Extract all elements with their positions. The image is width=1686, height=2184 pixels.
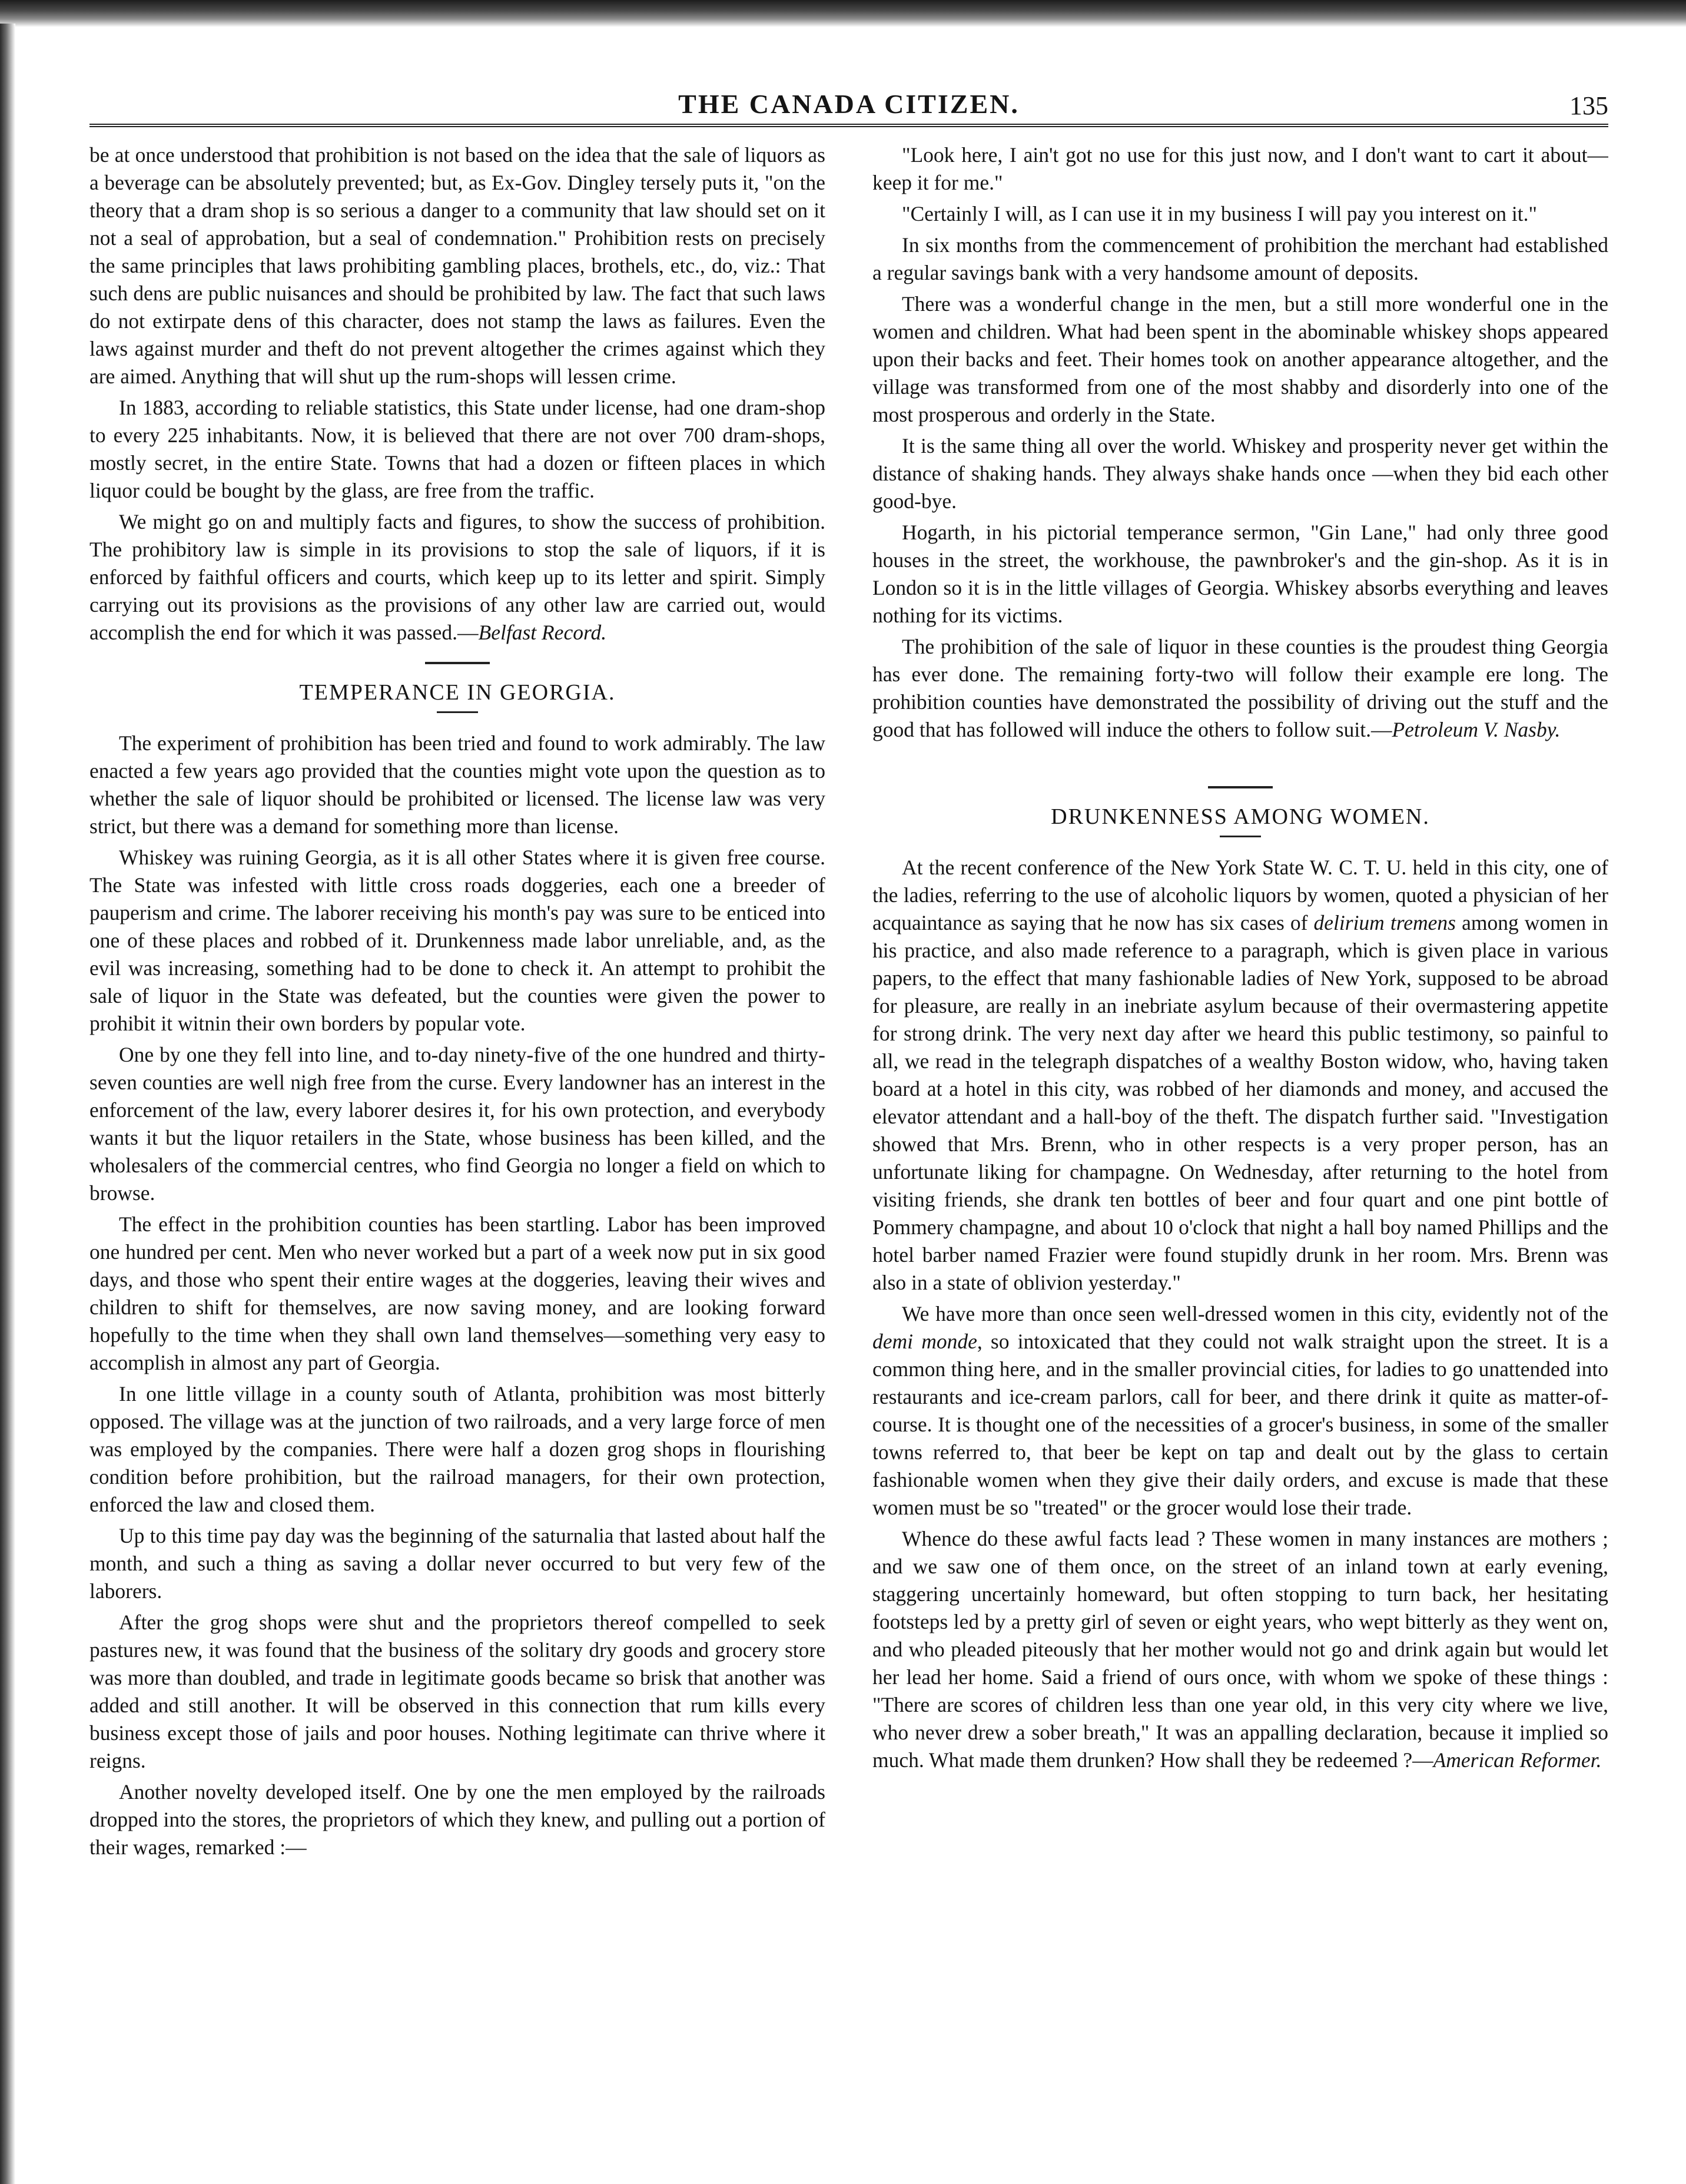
paragraph-text: The prohibition of the sale of liquor in these counties is the proudest thing Georgia has ever done. The remaining forty-two will follow their example ere long. The prohibition counties have demonstrated the possibility of driving out the stuff and the good that has followed will induce the others to follow suit.— — [872, 635, 1608, 741]
paragraph: Another novelty developed itself. One by one the men employed by the railroads dropped into the stores, the proprietors of which they knew, and pulling out a portion of their wages, remarked :— — [89, 1780, 825, 1859]
left-column — [89, 141, 825, 2090]
paragraph: One by one they fell into line, and to-day ninety-five of the one hundred and thirty-seven counties are well nigh free from the curse. Every landowner has an interest in the enforcement of the law, every laborer desires it, for his own protection, and everybody wants it but the liquor retailers in the State, whose business has been killed, and the wholesalers of the commercial centres, who find Georgia no longer a field on which to browse. — [89, 1043, 825, 1205]
running-title: THE CANADA CITIZEN. — [678, 89, 1020, 119]
newspaper-page — [89, 82, 1608, 2096]
paragraph-text: At the recent conference of the New York State W. C. T. U. held in this city, one of the ladies, referring to the use of alcoholic liquors by women, quoted a physician of her acquaintance as saying that he now has six cases of — [872, 856, 1608, 934]
article-source: Belfast Record. — [478, 621, 607, 644]
paragraph: Hogarth, in his pictorial temperance sermon, "Gin Lane," had only three good houses in the street, the workhouse, the pawnbroker's and the gin-shop. As it is in London so it is in the little villages of Georgia. Whiskey absorbs everything and leaves nothing for its victims. — [872, 521, 1608, 627]
article-source: American Reformer. — [1433, 1748, 1602, 1772]
paragraph — [872, 1300, 1608, 1522]
title-rule — [437, 711, 478, 713]
paragraph: In one little village in a county south of Atlanta, prohibition was most bitterly opposed. The village was at the junction of two railroads, and a very large force of men was employed by the companies. There were half a dozen grog shops in flourishing condition before prohibition, but the railroad managers, for their own protection, enforced the law and closed them. — [89, 1382, 825, 1516]
paragraph-text: , so intoxicated that they could not walk straight upon the street. It is a common thing here, and in the smaller provincial cities, for ladies to go unattended into restaurants and ice-cream parlors, call for beer, and there drink it quite as matter-of-course. It is thought one of the necessities of a grocer's business, in some of the smaller towns referred to, that beer be kept on tap and dealt out by the glass to certain fashionable women when they give their daily orders, and excuse is made that these women must be so "treated" or the grocer would lose their trade. — [872, 1330, 1608, 1519]
paragraph-text: Whence do these awful facts lead ? These women in many instances are mothers ; and we saw one of them once, on the street of an inland town at early evening, staggering uncertainly homeward, but often stopping to turn back, her hesitating footsteps led by a pretty girl of seven or eight years, who wept bitterly as they went on, and who pleaded piteously that her mother would not go and drink again but would let her lead her home. Said a friend of ours once, with whom we spoke of these things : "There are scores of children less than one year old, in this very city where we live, who never drew a sober breath," It was an appalling declaration, because it implied so much. What made them drunken? How shall they be redeemed ?— — [872, 1527, 1608, 1772]
paragraph: be at once understood that prohibition is not based on the idea that the sale of liquors as a beverage can be absolutely prevented; but, as Ex-Gov. Dingley tersely puts it, "on the theory that a dram shop is so serious a danger to a community that law should set on it not a seal of approbation, but a seal of condemnation." Prohibition rests on precisely the same principles that laws prohibiting gambling places, brothels, etc., do, viz.: That such dens are public nuisances and should be prohibited by law. The fact that such laws do not extirpate dens of this character, does not stamp the laws as failures. Even the laws against murder and theft do not prevent altogether the crimes against which they are aimed. Anything that will shut up the rum-shops will lessen crime. — [89, 143, 825, 388]
paragraph-text: among women in his practice, and also made reference to a paragraph, which is given place in various papers, to the effect that many fashionable ladies of New York, supposed to be abroad for pleasure, are really in an inebriate asylum because of their overmastering appetite for strong drink. The very next day after we heard this public testimony, so painful to all, we read in the telegraph dispatches of a wealthy Boston widow, who, having taken board at a hotel in this city, was robbed of her diamonds and money, and accused the elevator attendant and a hall-boy of the theft. The dispatch further said. "Investigation showed that Mrs. Brenn, who in other respects is a very proper person, has an unfortunate liking for champagne. On Wednesday, after returning to the hotel from visiting friends, she drank ten bottles of beer and four quart and one pint bottle of Pommery champagne, and about 10 o'clock that night a hall boy named Phillips and the hotel barber named Frazier were found stupidly drunk in her room. Mrs. Brenn was also in a state of oblivion yesterday." — [872, 911, 1608, 1294]
section-separator — [425, 662, 490, 664]
paragraph: After the grog shops were shut and the proprietors thereof compelled to seek pastures new, it was found that the business of the solitary dry goods and grocery store was more than doubled, and trade in legitimate goods became so brisk that another was added and still another. It will be observed in this connection that rum kills every business except those of jails and poor houses. Nothing legitimate can thrive where it reigns. — [89, 1610, 825, 1772]
paragraph: The effect in the prohibition counties has been startling. Labor has been improved one hundred per cent. Men who never worked but a part of a week now put in six good days, and those who spent their entire wages at the doggeries, leaving their wives and children to shift for themselves, are now saving money, and are looking forward hopefully to the time when they shall own land themselves—something very easy to accomplish in almost any part of Georgia. — [89, 1212, 825, 1374]
paragraph: There was a wonderful change in the men, but a still more wonderful one in the women and children. What had been spent in the abominable whiskey shops appeared upon their backs and feet. Their homes took on another appearance altogether, and the village was transformed from one of the most shabby and disorderly into one of the most prosperous and orderly in the State. — [872, 292, 1608, 426]
paragraph: In 1883, according to reliable statistics, this State under license, had one dram-shop to every 225 inhabitants. Now, it is believed that there are not over 700 dram-shops, mostly secret, in the entire State. Towns that had a dozen or fifteen places in which liquor could be bought by the glass, are free from the traffic. — [89, 396, 825, 502]
paragraph: In six months from the commencement of prohibition the merchant had established a regular savings bank with a very handsome amount of deposits. — [872, 233, 1608, 284]
right-column — [872, 141, 1608, 2090]
paragraph: Whiskey was ruining Georgia, as it is all other States where it is given free course. The State was infested with little cross roads doggeries, each one a breeder of pauperism and crime. The laborer receiving his month's pay was sure to be enticed into one of these places and robbed of it. Drunkenness made labor unreliable, and, as the evil was increasing, something had to be done to check it. An attempt to prohibit the sale of liquor in the State was defeated, but the counties were given the power to prohibit it witnin their own borders by popular vote. — [89, 846, 825, 1035]
italic-phrase: demi monde — [872, 1330, 977, 1353]
paragraph — [89, 508, 825, 647]
paragraph: It is the same thing all over the world. Whiskey and prosperity never get within the distance of shaking hands. They always shake hands once —when they bid each other good-bye. — [872, 434, 1608, 513]
article-columns — [89, 141, 1608, 2090]
section-title-drunkenness: DRUNKENNESS AMONG WOMEN. — [1051, 804, 1430, 829]
title-rule — [1220, 836, 1261, 837]
paragraph — [872, 854, 1608, 1297]
paragraph: Up to this time pay day was the beginning of the saturnalia that lasted about half the month, and such a thing as saving a dollar never occurred to but very few of the laborers. — [89, 1524, 825, 1603]
paragraph-text: We have more than once seen well-dressed women in this city, evidently not of the — [902, 1302, 1608, 1325]
paragraph-text: We might go on and multiply facts and figures, to show the success of prohibition. The prohibitory law is simple in its provisions to stop the sale of liquors, if it is enforced by faithful officers and courts, which keep up to its letter and spirit. Simply carrying out its provisions as the provisions of any other law are carried out, would accomplish the end for which it was passed.— — [89, 510, 825, 644]
spacer — [872, 747, 1608, 771]
paragraph — [872, 1525, 1608, 1774]
paragraph: The experiment of prohibition has been tried and found to work admirably. The law enacted a few years ago provided that the counties might vote upon the question as to whether the sale of liquor should be prohibited or licensed. The license law was very strict, but there was a demand for something more than license. — [89, 731, 825, 838]
scan-top-edge — [0, 0, 1686, 27]
italic-phrase: delirium tremens — [1313, 911, 1456, 934]
article-source: Petroleum V. Nasby. — [1392, 718, 1561, 741]
page-header — [89, 82, 1608, 127]
section-separator — [1208, 786, 1273, 788]
page-number: 135 — [1569, 91, 1608, 120]
section-title-temperance: TEMPERANCE IN GEORGIA. — [299, 680, 616, 705]
scan-left-edge — [0, 24, 15, 2184]
paragraph: "Certainly I will, as I can use it in my business I will pay you interest on it." — [902, 202, 1538, 226]
paragraph: "Look here, I ain't got no use for this just now, and I don't want to cart it about—keep it for me." — [872, 143, 1608, 194]
paragraph — [872, 633, 1608, 744]
